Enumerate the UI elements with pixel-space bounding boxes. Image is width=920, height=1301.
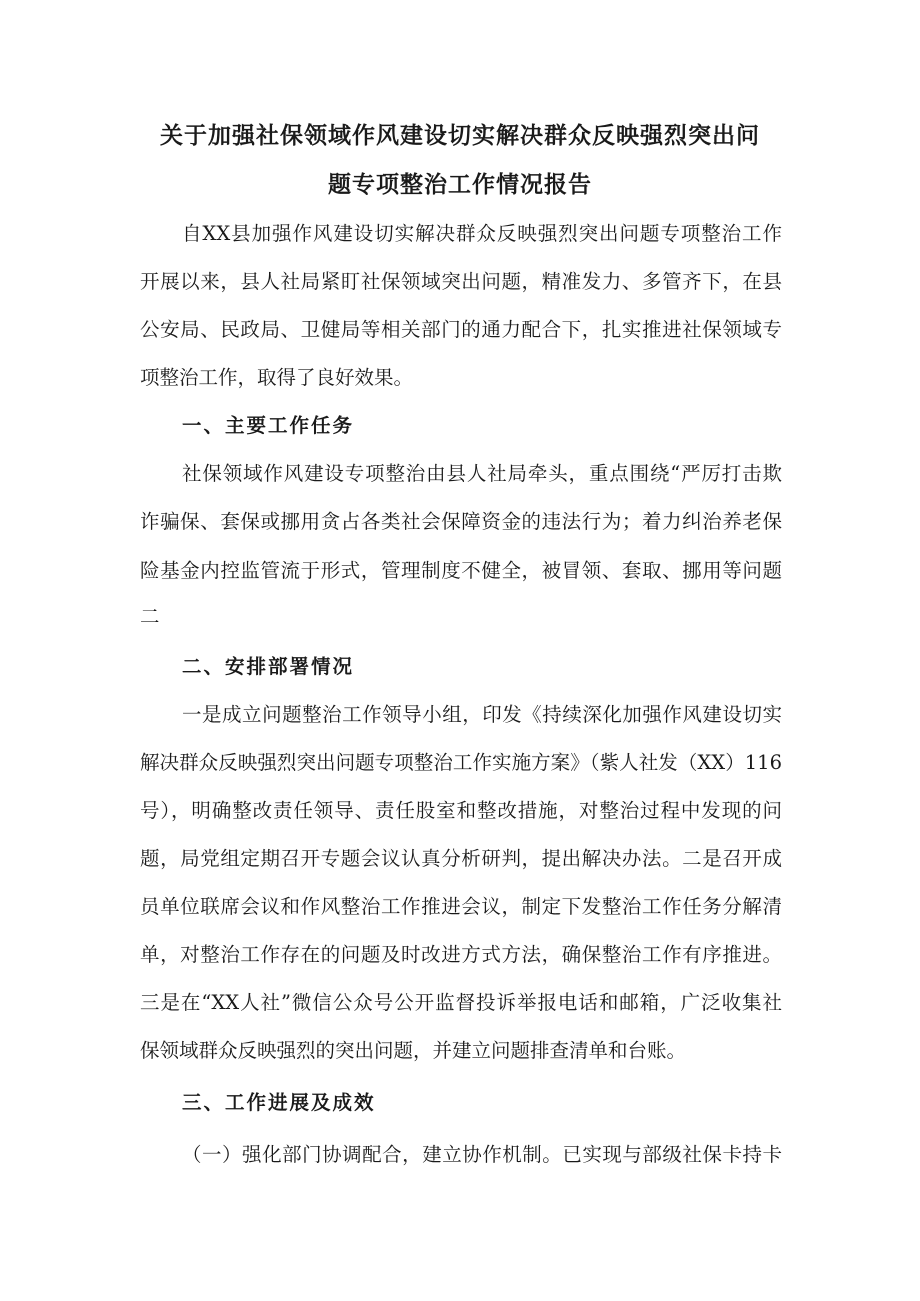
section-2-line-6: 单，对整治工作存在的问题及时改进方式方法，确保整治工作有序推进。 xyxy=(140,943,782,966)
intro-line-1: 自XX县加强作风建设切实解决群众反映强烈突出问题专项整治工作 xyxy=(182,222,782,245)
section-1-heading: 一、主要工作任务 xyxy=(182,414,355,437)
section-3-heading: 三、工作进展及成效 xyxy=(182,1091,376,1114)
section-2-line-4: 题，局党组定期召开专题会议认真分析研判，提出解决办法。二是召开成 xyxy=(140,847,782,870)
section-2-line-3: 号），明确整改责任领导、责任股室和整改措施，对整治过程中发现的问 xyxy=(140,799,782,822)
section-1-line-1: 社保领域作风建设专项整治由县人社局牵头，重点围绕“严厉打击欺 xyxy=(182,462,782,485)
section-2-line-5: 员单位联席会议和作风整治工作推进会议，制定下发整治工作任务分解清 xyxy=(140,895,782,918)
section-2-heading: 二、安排部署情况 xyxy=(182,655,355,678)
document-title-line-1: 关于加强社保领域作风建设切实解决群众反映强烈突出问 xyxy=(160,123,760,149)
intro-line-3: 公安局、民政局、卫健局等相关部门的通力配合下，扎实推进社保领域专 xyxy=(140,318,782,341)
section-1-line-4: 二 xyxy=(140,605,160,628)
section-2-line-7: 三是在“XX人社”微信公众号公开监督投诉举报电话和邮箱，广泛收集社 xyxy=(140,991,782,1014)
section-3-line-1: （一）强化部门协调配合，建立协作机制。已实现与部级社保卡持卡 xyxy=(182,1143,782,1166)
document-title-line-2: 题专项整治工作情况报告 xyxy=(328,172,592,198)
section-1-line-2: 诈骗保、套保或挪用贪占各类社会保障资金的违法行为；着力纠治养老保 xyxy=(140,510,782,533)
section-2-line-1: 一是成立问题整治工作领导小组，印发《持续深化加强作风建设切实 xyxy=(182,703,782,726)
intro-line-4: 项整治工作，取得了良好效果。 xyxy=(140,366,414,389)
section-2-line-8: 保领域群众反映强烈的突出问题，并建立问题排查清单和台账。 xyxy=(140,1039,687,1062)
intro-line-2: 开展以来，县人社局紧盯社保领域突出问题，精准发力、多管齐下，在县 xyxy=(140,270,782,293)
section-1-line-3: 险基金内控监管流于形式，管理制度不健全，被冒领、套取、挪用等问题 xyxy=(140,559,782,582)
section-2-line-2: 解决群众反映强烈突出问题专项整治工作实施方案》（紫人社发（XX）116 xyxy=(140,751,782,774)
